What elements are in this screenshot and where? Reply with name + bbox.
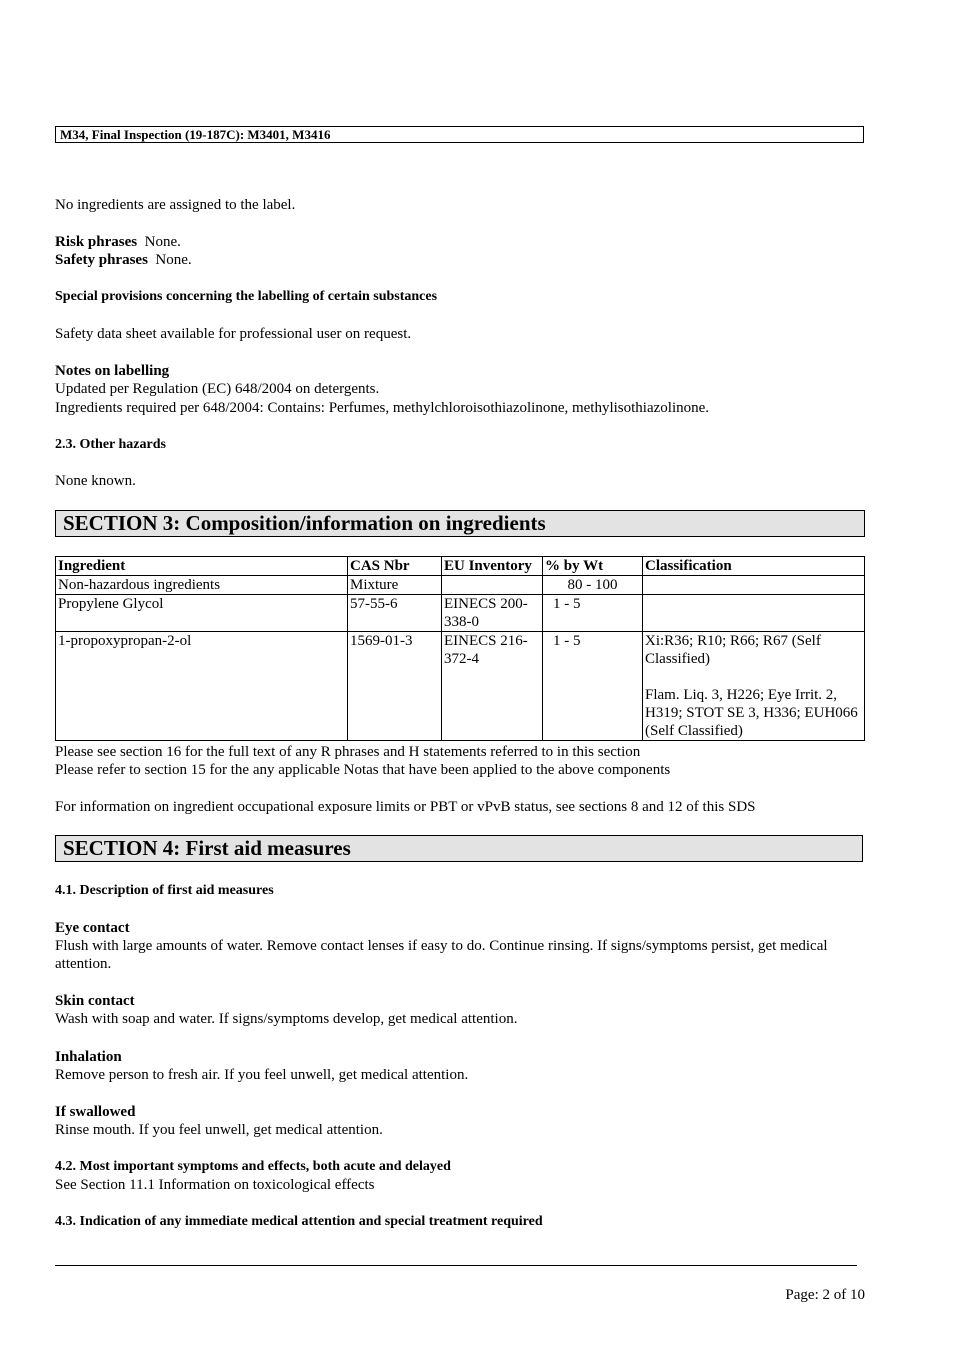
other-hazards-text: None known. [55,473,136,489]
swallowed-heading: If swallowed [55,1104,136,1120]
cell-cas: 57-55-6 [348,595,442,632]
col-eu-inventory: EU Inventory [442,557,543,576]
cell-eu: EINECS 216-372-4 [442,632,543,741]
notes-labelling-line1: Updated per Regulation (EC) 648/2004 on detergents. [55,381,380,397]
table-row [56,595,865,632]
section3-note-r-phrases: Please see section 16 for the full text of any R phrases and H statements referred to in this section [55,744,641,760]
eye-contact-heading: Eye contact [55,920,130,936]
col-classification: Classification [643,557,865,576]
cell-class [643,632,865,741]
cell-wt: 80 - 100 [543,576,643,595]
cell-class [643,576,865,595]
safety-phrases-label: Safety phrases [55,252,148,268]
skin-contact-text: Wash with soap and water. If signs/symptoms develop, get medical attention. [55,1011,518,1027]
table-row [56,632,865,741]
section4-title: SECTION 4: First aid measures [55,835,863,862]
risk-phrases-line [55,233,181,251]
classification-h-statements: Flam. Liq. 3, H226; Eye Irrit. 2, H319; STOT SE 3, H336; EUH066 (Self Classified) [645,687,858,739]
section3-title: SECTION 3: Composition/information on ingredients [55,510,865,537]
risk-phrases-label: Risk phrases [55,234,138,250]
cell-class [643,595,865,632]
risk-phrases-value: None. [144,234,181,250]
first-aid-description-heading: 4.1. Description of first aid measures [55,883,274,898]
other-hazards-heading: 2.3. Other hazards [55,437,166,452]
page-number: Page: 2 of 10 [785,1287,865,1303]
skin-contact-heading: Skin contact [55,993,135,1009]
cell-cas: 1569-01-3 [348,632,442,741]
cell-wt: 1 - 5 [543,632,643,741]
symptoms-text: See Section 11.1 Information on toxicological effects [55,1177,375,1193]
safety-phrases-value: None. [155,252,192,268]
inhalation-heading: Inhalation [55,1049,122,1065]
cell-cas: Mixture [348,576,442,595]
cell-wt: 1 - 5 [543,595,643,632]
medical-attention-heading: 4.3. Indication of any immediate medical attention and special treatment required [55,1214,543,1229]
special-provisions-text: Safety data sheet available for professional user on request. [55,326,412,342]
cell-eu: EINECS 200-338-0 [442,595,543,632]
safety-phrases-line [55,251,192,269]
notes-labelling-line2: Ingredients required per 648/2004: Contains: Perfumes, methylchloroisothiazolinone, methylisothiazolinone. [55,400,710,416]
table-header-row [56,557,865,576]
table-row [56,576,865,595]
notes-labelling-heading: Notes on labelling [55,363,170,379]
cell-ingredient: Propylene Glycol [56,595,348,632]
product-header: M34, Final Inspection (19-187C): M3401, M3416 [55,126,864,143]
col-cas: CAS Nbr [348,557,442,576]
cell-ingredient: Non-hazardous ingredients [56,576,348,595]
classification-r-phrases: Xi:R36; R10; R66; R67 (Self Classified) [645,633,821,667]
eye-contact-text: Flush with large amounts of water. Remove contact lenses if easy to do. Continue rinsing. If signs/symptoms persist, get medical attention. [55,938,828,972]
footer-divider [55,1265,857,1266]
section3-note-notas: Please refer to section 15 for the any applicable Notas that have been applied to the above components [55,762,671,778]
cell-eu [442,576,543,595]
no-ingredients-text: No ingredients are assigned to the label. [55,197,296,213]
cell-ingredient: 1-propoxypropan-2-ol [56,632,348,741]
col-ingredient: Ingredient [56,557,348,576]
ingredients-table [55,556,865,741]
swallowed-text: Rinse mouth. If you feel unwell, get medical attention. [55,1122,383,1138]
special-provisions-heading: Special provisions concerning the labelling of certain substances [55,289,438,304]
col-wt: % by Wt [543,557,643,576]
symptoms-heading: 4.2. Most important symptoms and effects, both acute and delayed [55,1159,451,1174]
inhalation-text: Remove person to fresh air. If you feel unwell, get medical attention. [55,1067,469,1083]
section3-note-exposure: For information on ingredient occupational exposure limits or PBT or vPvB status, see sections 8 and 12 of this SDS [55,799,756,815]
